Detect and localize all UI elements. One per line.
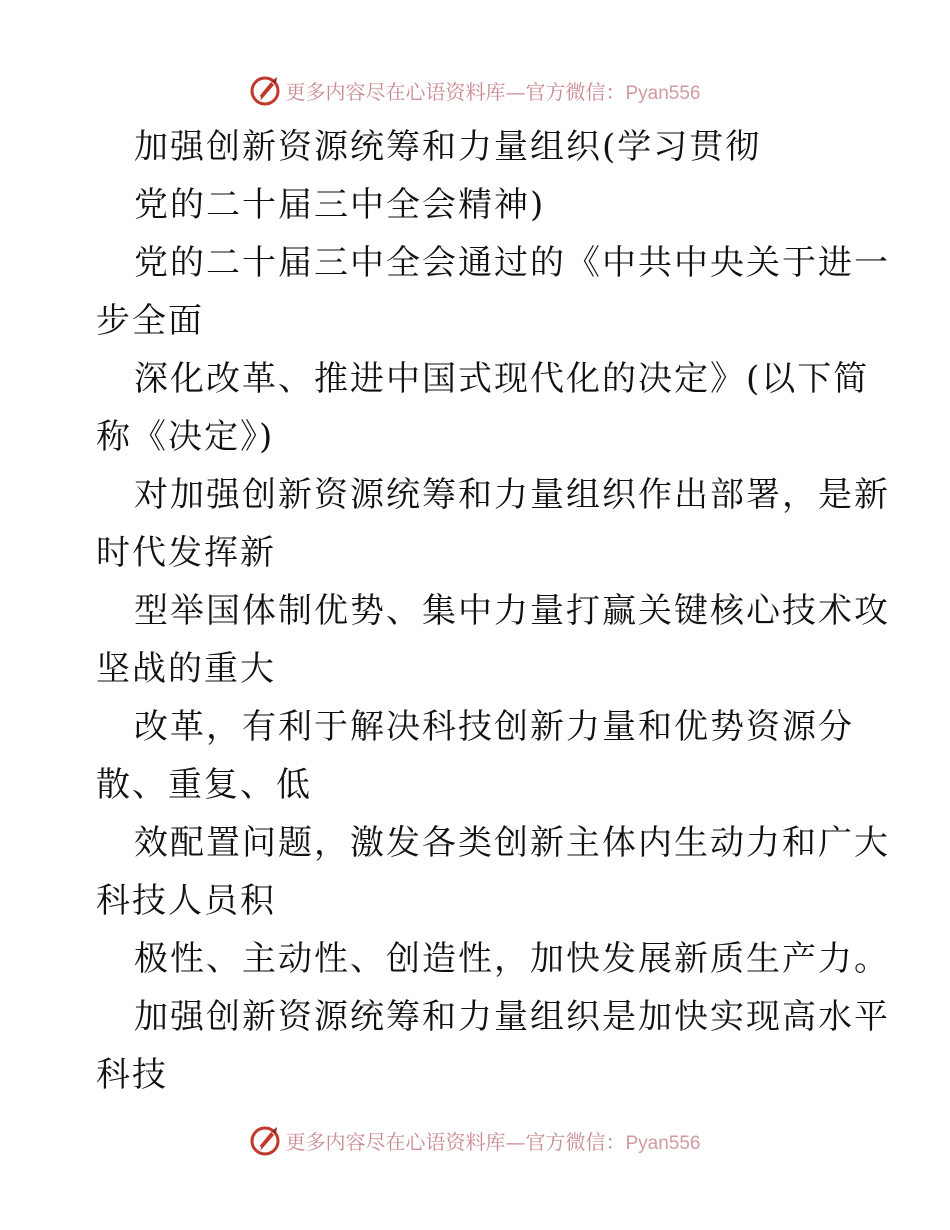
text-line: 改革，有利于解决科技创新力量和优势资源分 xyxy=(134,707,854,747)
text-line: 党的二十届三中全会精神) xyxy=(134,185,546,225)
footer-banner xyxy=(0,1120,950,1160)
text-line: 党的二十届三中全会通过的《中共中央关于进一 xyxy=(134,243,890,283)
text-line: 对加强创新资源统筹和力量组织作出部署，是新 xyxy=(134,475,890,515)
text-line: 型举国体制优势、集中力量打赢关键核心技术攻 xyxy=(134,591,890,631)
header-wechat-handle: Pyan556 xyxy=(625,82,701,104)
text-line: 极性、主动性、创造性，加快发展新质生产力。 xyxy=(134,939,890,979)
quill-pen-logo-icon xyxy=(249,74,281,106)
document-body xyxy=(96,118,890,1104)
footer-banner-text: 更多内容尽在心语资料库—官方微信：Pyan556 xyxy=(285,1129,701,1154)
text-line: 时代发挥新 xyxy=(96,533,276,573)
footer-wechat-handle: Pyan556 xyxy=(625,1132,701,1154)
header-banner-text: 更多内容尽在心语资料库—官方微信：Pyan556 xyxy=(285,79,701,104)
text-line: 加强创新资源统筹和力量组织是加快实现高水平 xyxy=(134,997,890,1037)
header-banner xyxy=(0,70,950,110)
text-line: 步全面 xyxy=(96,301,204,341)
text-line: 科技人员积 xyxy=(96,881,276,921)
text-line: 坚战的重大 xyxy=(96,649,276,689)
text-line: 科技 xyxy=(96,1055,168,1095)
text-line: 散、重复、低 xyxy=(96,765,312,805)
text-line: 加强创新资源统筹和力量组织(学习贯彻 xyxy=(134,127,762,167)
text-line: 称《决定》) xyxy=(96,417,275,457)
quill-pen-logo-icon xyxy=(249,1124,281,1156)
text-line: 效配置问题，激发各类创新主体内生动力和广大 xyxy=(134,823,890,863)
text-line: 深化改革、推进中国式现代化的决定》(以下简 xyxy=(134,359,870,399)
